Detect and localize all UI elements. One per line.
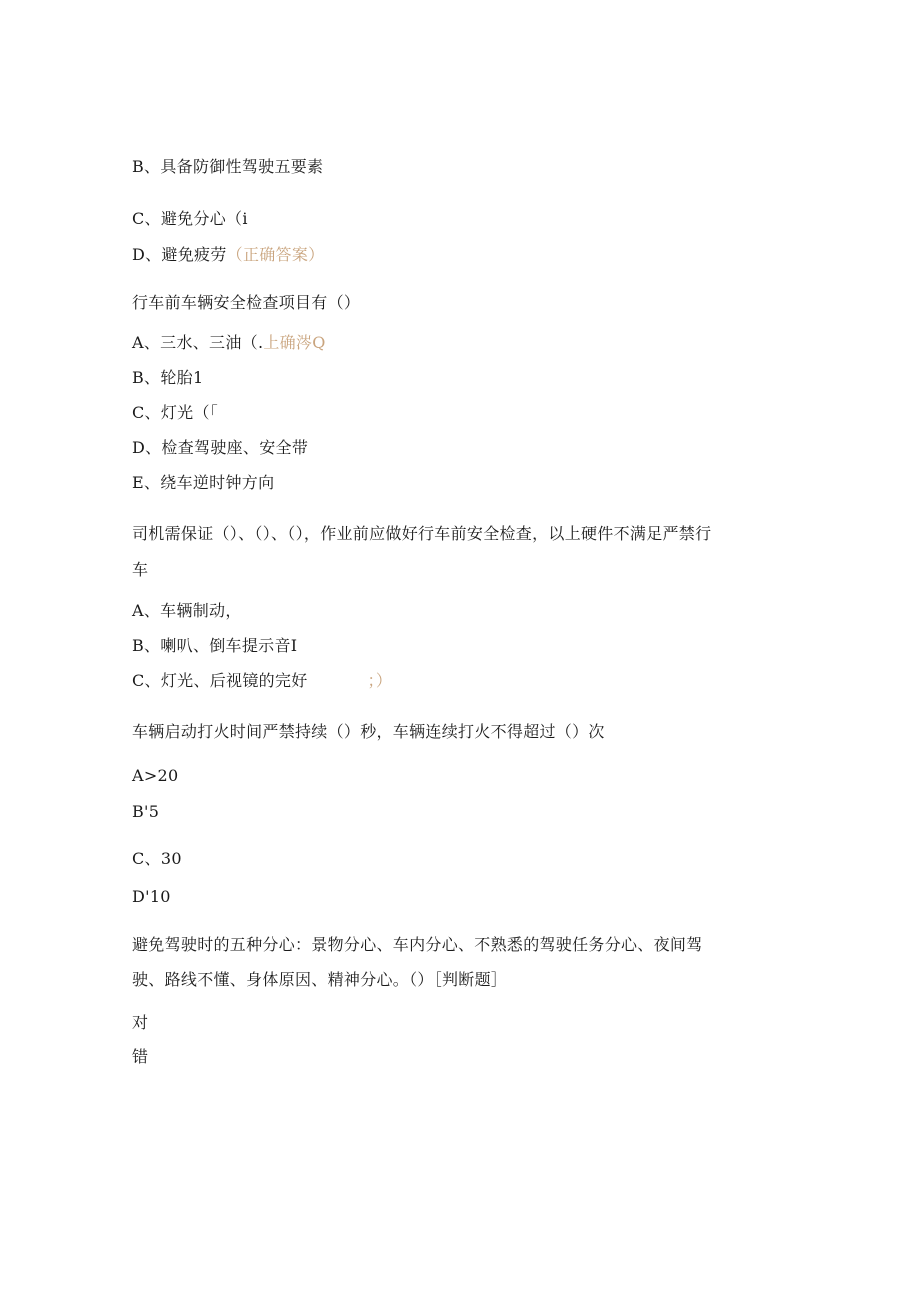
line-text: A、车辆制动， [132, 601, 242, 620]
line-text: 行车前车辆安全检查项目有（） [132, 293, 361, 312]
line-text: D、避免疲劳 [132, 245, 227, 264]
line-text: 对 [132, 1013, 149, 1032]
q4-option-true [132, 1013, 148, 1033]
q2-stem-line-1 [132, 524, 711, 544]
q1-option-c [132, 403, 218, 423]
line-text: C、灯光（「 [132, 403, 219, 422]
q0-option-b [132, 157, 323, 177]
q3-option-c [132, 849, 182, 869]
q2-option-b [132, 636, 297, 656]
line-text: A、三水、三油（. [132, 333, 264, 352]
q1-option-d [132, 438, 308, 458]
line-text: C、避免分心（i [132, 209, 248, 228]
q4-option-false [132, 1047, 148, 1067]
answer-mark: 上确涔Q [263, 333, 326, 352]
line-text: C、灯光、后视镜的完好 [132, 671, 308, 690]
q0-option-d [132, 245, 324, 265]
answer-mark: ；） [367, 671, 393, 690]
q3-option-b [132, 802, 159, 822]
q0-option-c [132, 209, 248, 229]
line-text: B'5 [132, 802, 160, 821]
line-text: 避免驾驶时的五种分心：景物分心、车内分心、不熟悉的驾驶任务分心、夜间驾 [132, 935, 703, 954]
line-text: B、喇叭、倒车提示音I [132, 636, 298, 655]
line-text: B、具备防御性驾驶五要素 [132, 157, 324, 176]
line-text: B、轮胎1 [132, 368, 204, 387]
line-text: 错 [132, 1047, 149, 1066]
line-text: 车辆启动打火时间严禁持续（）秒，车辆连续打火不得超过（）次 [132, 722, 605, 741]
answer-mark: （正确答案） [226, 245, 325, 264]
q1-option-e [132, 473, 274, 493]
q1-option-b [132, 368, 203, 388]
line-text: E、绕车逆时钟方向 [132, 473, 275, 492]
q2-option-a [132, 601, 242, 621]
q2-option-c [132, 671, 392, 691]
q4-stem-line-2 [132, 970, 507, 990]
q4-stem-line-1 [132, 935, 703, 955]
q1-option-a [132, 333, 326, 353]
q3-option-d [132, 887, 171, 907]
q2-stem-line-2 [132, 560, 148, 580]
line-text: A>20 [132, 766, 179, 785]
q3-option-a [132, 766, 179, 786]
line-text: D、检查驾驶座、安全带 [132, 438, 309, 457]
line-text: D'10 [132, 887, 171, 906]
q3-stem [132, 722, 605, 742]
line-text: 车 [132, 560, 149, 579]
line-text: C、30 [132, 849, 182, 868]
line-text: 司机需保证（）、（）、（），作业前应做好行车前安全检查，以上硬件不满足严禁行 [132, 524, 712, 543]
q1-stem [132, 293, 360, 313]
line-text: 驶、路线不懂、身体原因、精神分心。（）［判断题］ [132, 970, 508, 989]
